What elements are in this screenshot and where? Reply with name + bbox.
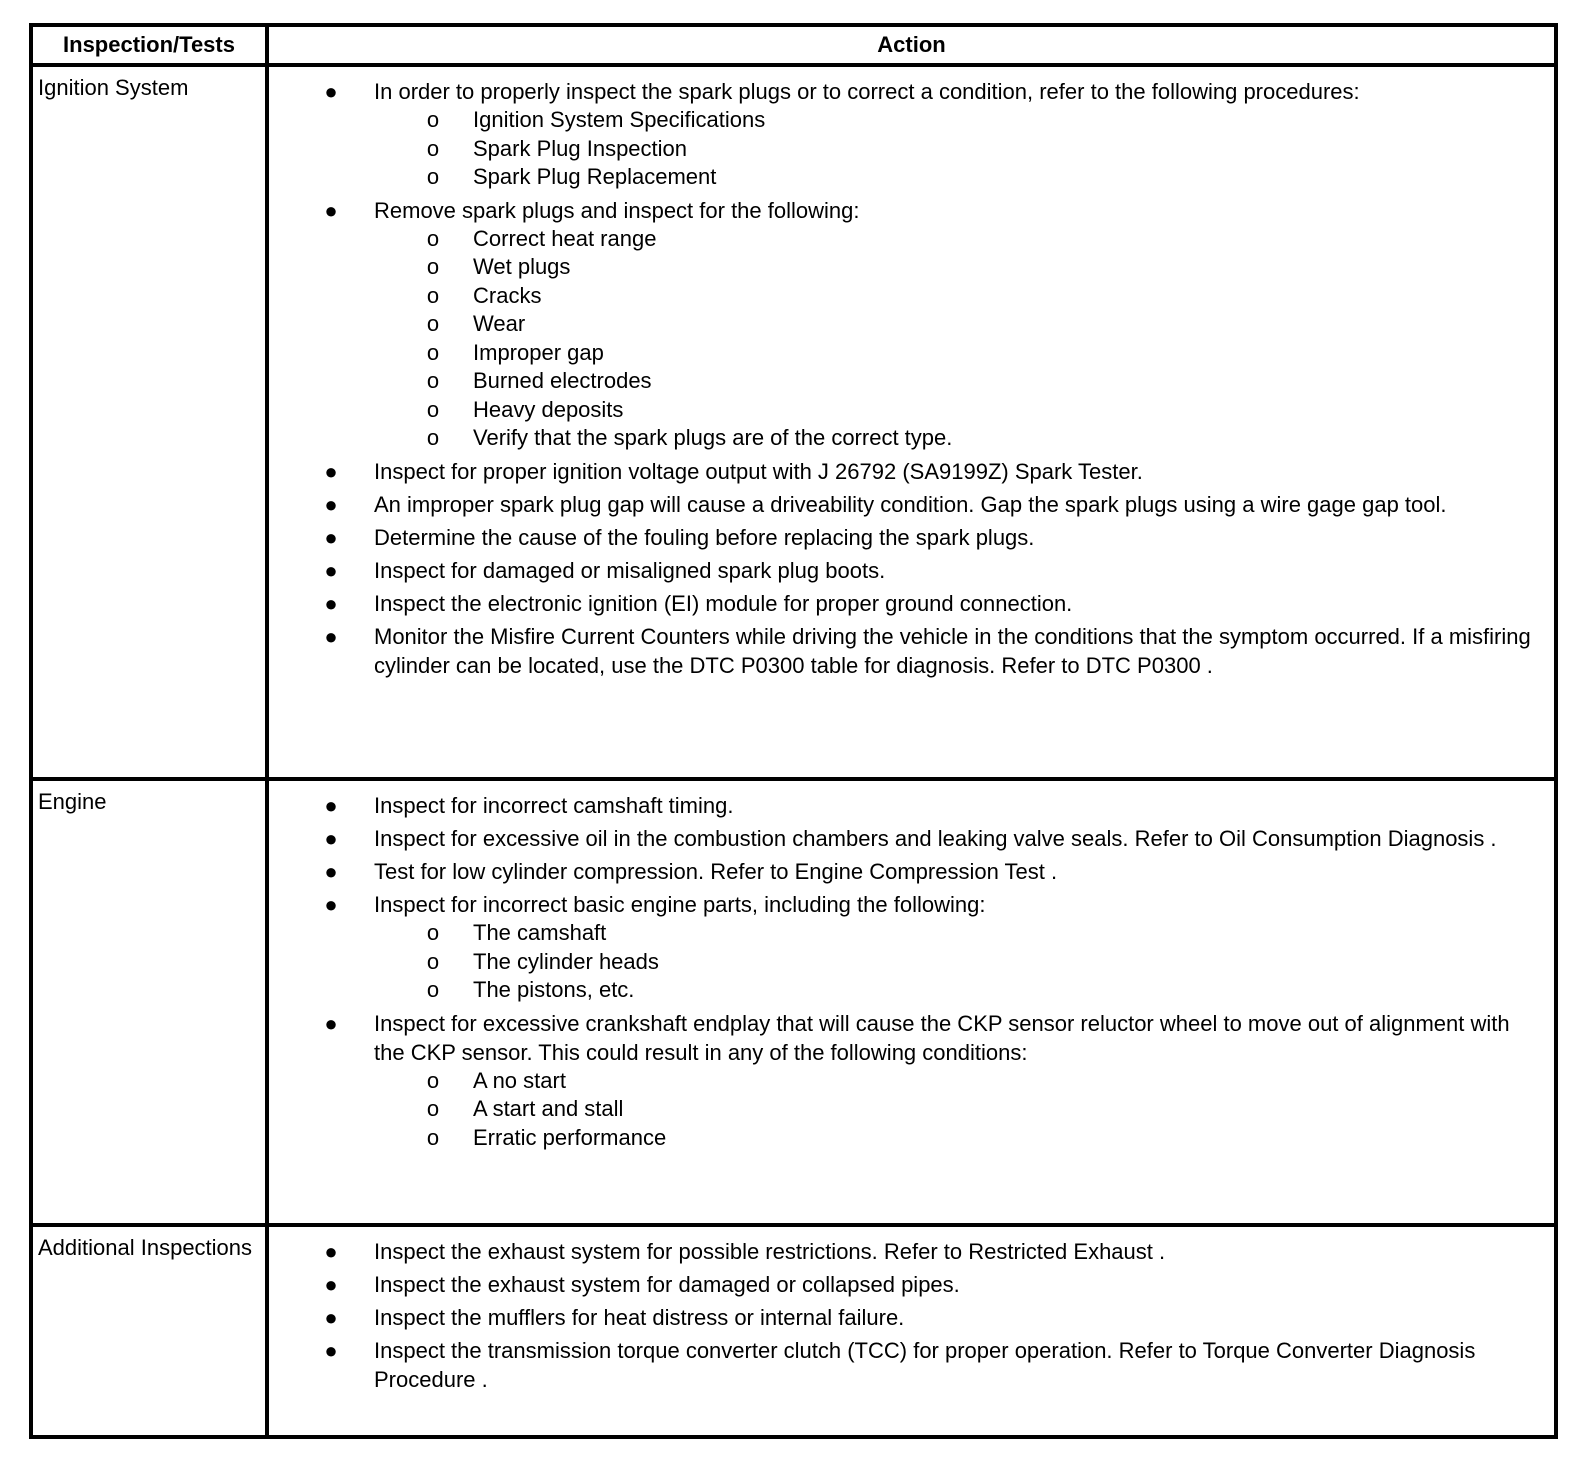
action-item-text: Test for low cylinder compression. Refer to Engine Compression Test . bbox=[374, 859, 1058, 884]
bullet-icon: ● bbox=[324, 557, 338, 583]
bullet-icon: ● bbox=[324, 826, 338, 851]
bullet-icon: ● bbox=[324, 458, 338, 484]
bullet-icon: ● bbox=[324, 79, 338, 104]
action-item-text: Inspect for excessive oil in the combustion chambers and leaking valve seals. Refer to Oil Consumption Diagnosis . bbox=[374, 826, 1497, 851]
bullet-icon: ● bbox=[324, 524, 338, 550]
action-item-text: Determine the cause of the fouling before replacing the spark plugs. bbox=[374, 524, 1035, 550]
action-item-text: Inspect the exhaust system for possible restrictions. Refer to Restricted Exhaust . bbox=[374, 1239, 1166, 1264]
sub-item-text: Wear bbox=[473, 311, 526, 336]
sub-item-text: Burned electrodes bbox=[473, 368, 652, 393]
action-item-text: In order to properly inspect the spark plugs or to correct a condition, refer to the following procedures: bbox=[374, 79, 1360, 104]
sub-item-text: A no start bbox=[473, 1067, 566, 1093]
sub-item-text: The cylinder heads bbox=[473, 948, 659, 974]
sub-list-item bbox=[374, 367, 1544, 396]
sub-list-item bbox=[374, 948, 1544, 977]
action-item-text: Monitor the Misfire Current Counters while driving the vehicle in the conditions that the symptom occurred. If a misfiring cylinder can be located, use the DTC P0300 table for diagnosis. Refer to DTC P0300 . bbox=[374, 623, 1531, 678]
sub-item-text: The pistons, etc. bbox=[473, 977, 635, 1002]
action-item-text: Inspect for proper ignition voltage output with J 26792 (SA9199Z) Spark Tester. bbox=[374, 458, 1143, 484]
sub-list-item bbox=[374, 339, 1544, 368]
header-action: Action bbox=[267, 25, 1556, 65]
sub-list-item bbox=[374, 919, 1544, 948]
bullet-icon: ● bbox=[324, 859, 338, 884]
inspection-test-cell: Additional Inspections bbox=[31, 1225, 267, 1437]
sub-list-item bbox=[374, 135, 1544, 164]
sub-list-item bbox=[374, 310, 1544, 339]
sub-bullet-icon: o bbox=[426, 311, 440, 336]
sub-list bbox=[374, 106, 1544, 192]
sub-bullet-icon: o bbox=[426, 135, 440, 161]
sub-bullet-icon: o bbox=[426, 107, 440, 132]
action-item-text: Inspect for excessive crankshaft endplay that will cause the CKP sensor reluctor wheel to move out of alignment with the CKP sensor. This could result in any of the following conditions: bbox=[374, 1010, 1510, 1065]
action-cell bbox=[267, 779, 1556, 1225]
table-header-row bbox=[31, 25, 1556, 65]
action-item bbox=[269, 556, 1544, 585]
sub-bullet-icon: o bbox=[426, 1124, 440, 1150]
sub-item-text: Spark Plug Replacement bbox=[473, 164, 717, 189]
bullet-icon: ● bbox=[324, 491, 338, 517]
sub-bullet-icon: o bbox=[426, 164, 440, 189]
bullet-icon: ● bbox=[324, 197, 338, 223]
sub-list bbox=[374, 225, 1544, 453]
sub-bullet-icon: o bbox=[426, 977, 440, 1002]
bullet-icon: ● bbox=[324, 1010, 338, 1036]
sub-list-item bbox=[374, 976, 1544, 1005]
sub-list bbox=[374, 919, 1544, 1005]
action-item bbox=[269, 523, 1544, 552]
action-cell bbox=[267, 1225, 1556, 1437]
sub-bullet-icon: o bbox=[426, 920, 440, 945]
action-item bbox=[269, 1303, 1544, 1332]
action-item bbox=[269, 490, 1544, 519]
header-inspection-tests: Inspection/Tests bbox=[31, 25, 267, 65]
sub-bullet-icon: o bbox=[426, 254, 440, 279]
bullet-icon: ● bbox=[324, 1272, 338, 1297]
bullet-icon: ● bbox=[324, 892, 338, 917]
bullet-icon: ● bbox=[324, 623, 338, 649]
sub-item-text: Wet plugs bbox=[473, 254, 571, 279]
action-item-text: Inspect for damaged or misaligned spark plug boots. bbox=[374, 557, 886, 583]
sub-bullet-icon: o bbox=[426, 1096, 440, 1121]
action-item bbox=[269, 1009, 1544, 1153]
sub-bullet-icon: o bbox=[426, 282, 440, 308]
action-item bbox=[269, 824, 1544, 853]
table-row bbox=[31, 779, 1556, 1225]
table-row bbox=[31, 1225, 1556, 1437]
sub-list-item bbox=[374, 396, 1544, 425]
sub-item-text: Erratic performance bbox=[473, 1124, 667, 1150]
sub-item-text: Ignition System Specifications bbox=[473, 107, 766, 132]
action-item bbox=[269, 196, 1544, 453]
bullet-icon: ● bbox=[324, 1338, 338, 1363]
sub-item-text: Spark Plug Inspection bbox=[473, 135, 688, 161]
inspection-test-cell: Ignition System bbox=[31, 65, 267, 779]
table-body bbox=[31, 65, 1556, 1437]
action-list bbox=[269, 1237, 1544, 1394]
sub-bullet-icon: o bbox=[426, 1067, 440, 1093]
sub-item-text: Heavy deposits bbox=[473, 396, 624, 422]
sub-item-text: A start and stall bbox=[473, 1096, 624, 1121]
sub-item-text: The camshaft bbox=[473, 920, 607, 945]
action-item bbox=[269, 890, 1544, 1005]
action-item bbox=[269, 1237, 1544, 1266]
inspection-test-cell: Engine bbox=[31, 779, 267, 1225]
sub-list-item bbox=[374, 282, 1544, 311]
sub-list-item bbox=[374, 163, 1544, 192]
action-item-text: Inspect the electronic ignition (EI) module for proper ground connection. bbox=[374, 590, 1073, 616]
action-item-text: Inspect the transmission torque converter clutch (TCC) for proper operation. Refer to Torque Converter Diagnosis Procedure . bbox=[374, 1338, 1476, 1392]
action-item bbox=[269, 589, 1544, 618]
action-item bbox=[269, 1336, 1544, 1394]
action-item-text: Inspect the exhaust system for damaged or collapsed pipes. bbox=[374, 1272, 960, 1297]
action-item bbox=[269, 791, 1544, 820]
sub-item-text: Improper gap bbox=[473, 339, 604, 365]
action-item-text: An improper spark plug gap will cause a driveability condition. Gap the spark plugs using a wire gage gap tool. bbox=[374, 491, 1447, 517]
action-item bbox=[269, 857, 1544, 886]
bullet-icon: ● bbox=[324, 793, 338, 818]
action-item bbox=[269, 622, 1544, 680]
action-list bbox=[269, 77, 1544, 680]
sub-bullet-icon: o bbox=[426, 339, 440, 365]
action-item bbox=[269, 77, 1544, 192]
bullet-icon: ● bbox=[324, 1305, 338, 1330]
action-item-text: Inspect for incorrect basic engine parts, including the following: bbox=[374, 892, 986, 917]
bullet-icon: ● bbox=[324, 1239, 338, 1264]
sub-bullet-icon: o bbox=[426, 225, 440, 251]
sub-list-item bbox=[374, 424, 1544, 453]
action-item bbox=[269, 1270, 1544, 1299]
sub-item-text: Correct heat range bbox=[473, 225, 657, 251]
sub-list-item bbox=[374, 253, 1544, 282]
action-item-text: Inspect the mufflers for heat distress or internal failure. bbox=[374, 1305, 905, 1330]
sub-list-item bbox=[374, 1095, 1544, 1124]
sub-bullet-icon: o bbox=[426, 396, 440, 422]
action-cell bbox=[267, 65, 1556, 779]
table-row bbox=[31, 65, 1556, 779]
diagnosis-table bbox=[29, 23, 1558, 1439]
bullet-icon: ● bbox=[324, 590, 338, 616]
sub-bullet-icon: o bbox=[426, 368, 440, 393]
action-item-text: Remove spark plugs and inspect for the following: bbox=[374, 197, 860, 223]
sub-item-text: Verify that the spark plugs are of the correct type. bbox=[473, 425, 953, 450]
action-item-text: Inspect for incorrect camshaft timing. bbox=[374, 793, 734, 818]
sub-bullet-icon: o bbox=[426, 425, 440, 450]
sub-list-item bbox=[374, 1124, 1544, 1153]
sub-list bbox=[374, 1067, 1544, 1153]
action-item bbox=[269, 457, 1544, 486]
sub-bullet-icon: o bbox=[426, 948, 440, 974]
sub-list-item bbox=[374, 1067, 1544, 1096]
sub-list-item bbox=[374, 106, 1544, 135]
action-list bbox=[269, 791, 1544, 1152]
sub-item-text: Cracks bbox=[473, 282, 542, 308]
sub-list-item bbox=[374, 225, 1544, 254]
